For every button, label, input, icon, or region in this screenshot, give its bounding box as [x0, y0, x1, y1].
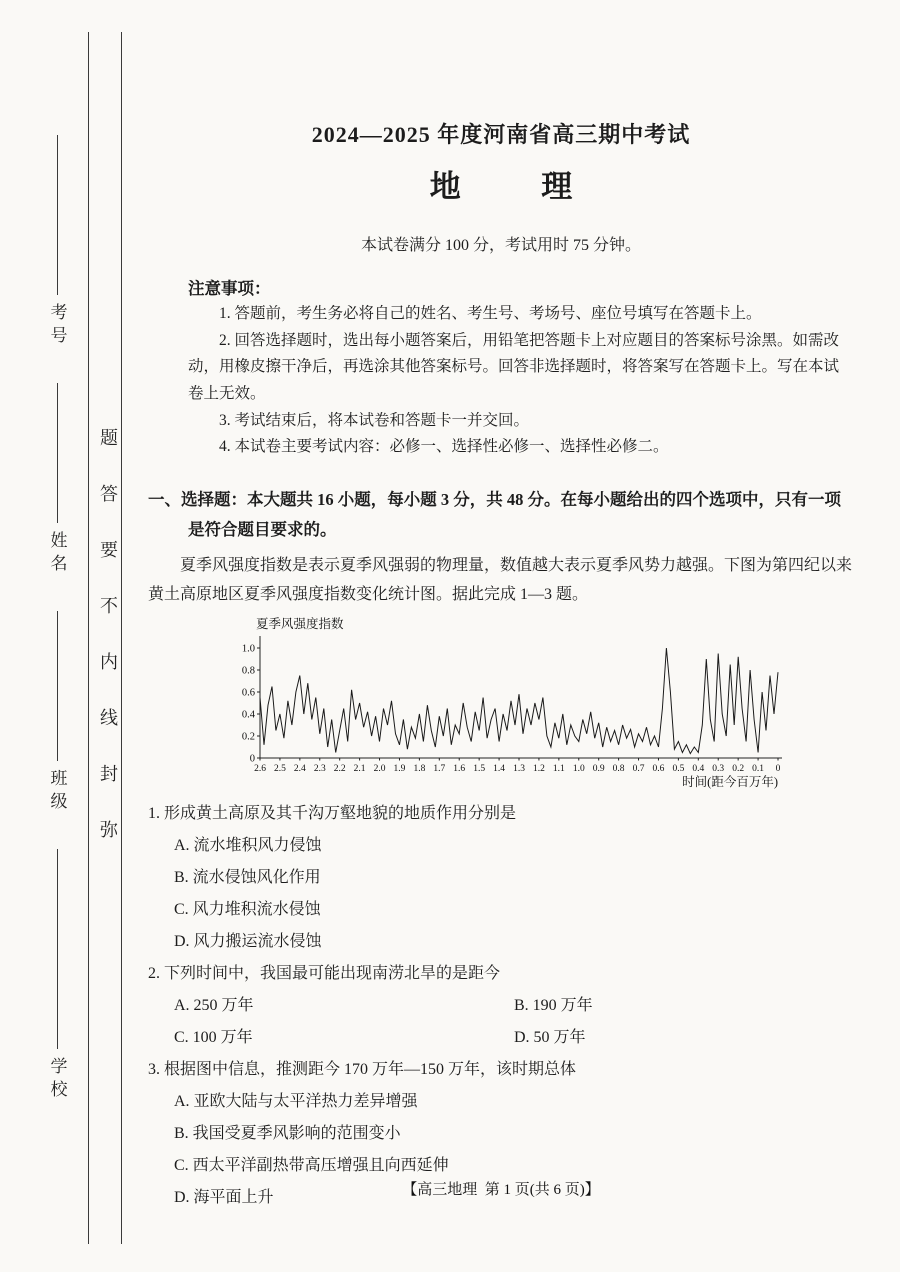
question-block [148, 958, 854, 1054]
seal-field-blank-line [57, 383, 58, 523]
x-tick-label: 1.6 [453, 763, 466, 774]
option-item: D. 海平面上升 [174, 1188, 274, 1206]
option-item: D. 风力搬运流水侵蚀 [174, 932, 322, 950]
x-tick-label: 0.4 [692, 763, 705, 774]
notes-list [148, 301, 854, 461]
x-tick-label: 2.0 [373, 763, 386, 774]
x-tick-label: 1.5 [473, 763, 486, 774]
monsoon-chart [226, 614, 792, 790]
questions [148, 798, 854, 1214]
seal-field-label: 班级 [47, 769, 67, 815]
x-tick-label: 2.5 [273, 763, 286, 774]
x-tick-label: 1.7 [433, 763, 446, 774]
content [148, 0, 854, 1214]
y-axis-label: 夏季风强度指数 [256, 616, 344, 631]
x-tick-label: 0.5 [672, 763, 685, 774]
question-stem: 1. 形成黄土高原及其千沟万壑地貌的地质作用分别是 [148, 804, 517, 822]
seal-field-exam-number [45, 135, 70, 349]
question-stem: 3. 根据图中信息，推测距今 170 万年—150 万年，该时期总体 [148, 1060, 577, 1078]
x-tick-label: 0.3 [712, 763, 725, 774]
x-tick-label: 1.8 [413, 763, 426, 774]
x-tick-label: 1.1 [552, 763, 565, 774]
monsoon-chart-svg [226, 614, 792, 790]
x-tick-label: 0 [775, 763, 781, 774]
question-block [148, 798, 854, 958]
option-item: B. 我国受夏季风影响的范围变小 [174, 1124, 401, 1142]
option-item: B. 190 万年 [514, 996, 593, 1014]
x-tick-label: 2.4 [293, 763, 306, 774]
exam-info: 本试卷满分 100 分，考试用时 75 分钟。 [360, 237, 641, 254]
option-item: A. 250 万年 [174, 996, 254, 1014]
options-list [148, 990, 854, 1054]
x-tick-label: 1.4 [493, 763, 506, 774]
passage: 夏季风强度指数是表示夏季风强弱的物理量，数值越大表示夏季风势力越强。下图为第四纪以来黄土高原地区夏季风强度指数变化统计图。据此完成 1—3 题。 [148, 557, 853, 604]
y-tick-label: 0 [249, 753, 255, 765]
section-heading: 一、选择题：本大题共 16 小题，每小题 3 分，共 48 分。在每小题给出的四个选项中，只有一项是符合题目要求的。 [148, 489, 841, 539]
seal-fields [38, 135, 76, 1137]
seal-phrase: 题答要不内线封弥 [98, 428, 118, 876]
y-tick-label: 0.4 [241, 709, 255, 721]
x-tick-label: 0.7 [632, 763, 645, 774]
option-item: C. 西太平洋副热带高压增强且向西延伸 [174, 1156, 449, 1174]
option-item: D. 50 万年 [514, 1028, 586, 1046]
x-tick-label: 2.1 [353, 763, 366, 774]
seal-field-name [45, 383, 70, 577]
seal-field-label: 考号 [47, 303, 67, 349]
options-list [148, 830, 854, 958]
seal-field-blank-line [57, 135, 58, 295]
question-stem: 2. 下列时间中，我国最可能出现南涝北旱的是距今 [148, 964, 501, 982]
option-item: C. 100 万年 [174, 1028, 253, 1046]
y-tick-label: 0.8 [241, 665, 255, 677]
seal-rule-inner [121, 32, 122, 1244]
note-item: 2. 回答选择题时，选出每小题答案后，用铅笔把答题卡上对应题目的答案标号涂黑。如需改动，用橡皮擦干净后，再选涂其他答案标号。回答非选择题时，将答案写在答题卡上。写在本试卷上无效。 [188, 331, 840, 402]
note-item: 3. 考试结束后，将本试卷和答题卡一并交回。 [219, 411, 530, 429]
x-tick-label: 1.0 [572, 763, 585, 774]
x-tick-label: 2.6 [254, 763, 266, 774]
option-item: A. 流水堆积风力侵蚀 [174, 836, 322, 854]
x-tick-label: 2.3 [313, 763, 326, 774]
x-tick-label: 1.2 [532, 763, 545, 774]
x-tick-label: 0.2 [732, 763, 745, 774]
exam-title: 2024—2025 年度河南省高三期中考试 [311, 122, 691, 147]
seal-field-blank-line [57, 611, 58, 761]
seal-field-label: 学校 [47, 1057, 67, 1103]
option-item: A. 亚欧大陆与太平洋热力差异增强 [174, 1092, 418, 1110]
seal-field-label: 姓名 [47, 531, 67, 577]
x-tick-label: 0.9 [592, 763, 605, 774]
page-footer: 【高三地理 第 1 页(共 6 页)】 [402, 1182, 600, 1198]
y-tick-label: 0.6 [241, 687, 255, 699]
seal-field-blank-line [57, 849, 58, 1049]
monsoon-index-line [260, 648, 778, 754]
note-item: 4. 本试卷主要考试内容：必修一、选择性必修一、选择性必修二。 [219, 438, 669, 456]
x-tick-label: 1.9 [393, 763, 406, 774]
option-item: B. 流水侵蚀风化作用 [174, 868, 321, 886]
x-tick-label: 0.8 [612, 763, 625, 774]
x-tick-label: 2.2 [333, 763, 346, 774]
x-axis-label: 时间(距今百万年) [682, 774, 778, 789]
seal-field-class [45, 611, 70, 815]
option-item: C. 风力堆积流水侵蚀 [174, 900, 321, 918]
y-tick-label: 0.2 [241, 731, 255, 743]
y-tick-label: 1.0 [241, 643, 255, 655]
x-tick-label: 1.3 [513, 763, 525, 774]
subject-title [148, 161, 854, 206]
x-tick-label: 0.1 [752, 763, 765, 774]
subject-title-text: 地理 [429, 169, 653, 204]
seal-field-school [45, 849, 70, 1103]
x-tick-label: 0.6 [652, 763, 665, 774]
note-item: 1. 答题前，考生务必将自己的姓名、考生号、考场号、座位号填写在答题卡上。 [219, 305, 762, 322]
notes-heading: 注意事项： [188, 279, 271, 298]
